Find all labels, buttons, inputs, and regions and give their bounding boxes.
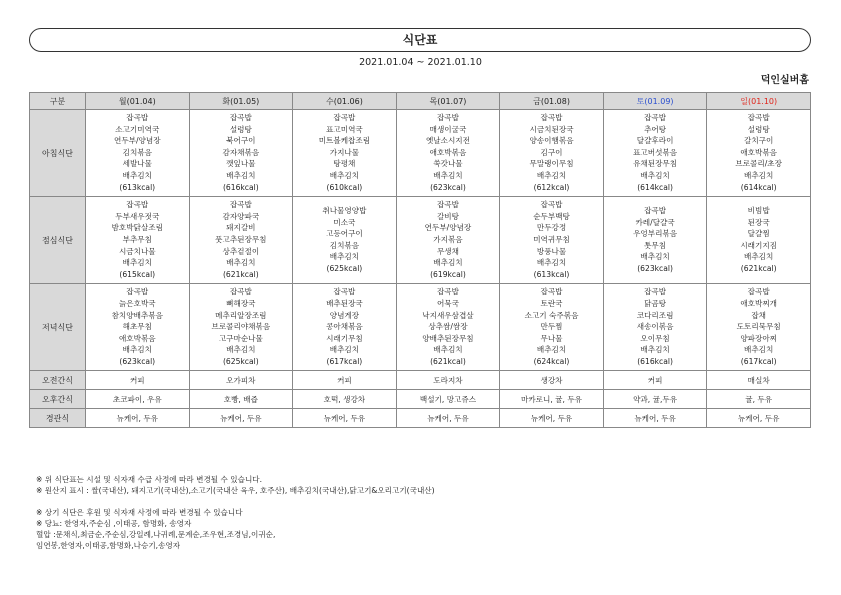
menu-item: 무나물	[540, 333, 563, 343]
menu-item: 추어탕	[644, 124, 667, 134]
menu-item: 잡곡밥	[126, 200, 149, 210]
menu-item: (614kcal)	[637, 182, 673, 192]
snack-cell: 뉴케어, 두유	[707, 409, 811, 428]
note-blood-pressure: 혈압 :문채식,최금순,주순심,강일례,나귀례,문계순,조우현,조경님,이귀순,	[36, 530, 276, 539]
day-header: 수(01.06)	[293, 93, 397, 110]
menu-item: 배추김치	[433, 170, 463, 180]
menu-item: 상추쌈/쌈장	[428, 322, 468, 332]
menu-item: (612kcal)	[533, 182, 570, 192]
note-menu-change: ※ 위 식단표는 시설 및 식자재 수급 사정에 따라 변경될 수 있습니다.	[36, 475, 263, 484]
meal-row	[30, 110, 811, 197]
menu-item: (623kcal)	[119, 356, 156, 366]
menu-item: 잡곡밥	[644, 113, 667, 122]
menu-item: (616kcal)	[637, 356, 673, 366]
menu-item: 오이무침	[640, 333, 670, 343]
menu-item: 브로콜리야채볶음	[211, 322, 271, 332]
menu-item: 만두찜	[540, 322, 563, 332]
meal-cell	[500, 197, 604, 284]
menu-item: 소고기 숙주볶음	[524, 310, 579, 320]
menu-item: 잡곡밥	[333, 113, 356, 122]
menu-item: 무말랭이무침	[529, 159, 574, 169]
menu-item: 잡곡밥	[644, 205, 667, 215]
menu-item: 설렁탕	[229, 124, 252, 134]
menu-item: 김치볶음	[329, 240, 360, 250]
menu-item: 된장국	[747, 217, 770, 227]
menu-item: 고등어구이	[326, 229, 363, 239]
menu-item: (610kcal)	[326, 182, 363, 192]
snack-cell: 백설기, 망고쥬스	[396, 390, 500, 409]
menu-item: 미역귀무침	[533, 234, 570, 244]
menu-item: 잡곡밥	[436, 287, 459, 297]
meal-cell	[293, 110, 397, 197]
menu-item: 감자양파국	[222, 211, 260, 221]
snack-cell: 약과, 귤,두유	[603, 390, 707, 409]
menu-item: (614kcal)	[740, 182, 777, 192]
snack-cell: 초코파이, 우유	[86, 390, 190, 409]
menu-item: 달걀찜	[747, 229, 770, 239]
note-blood-pressure-cont: 임연봉,한영자,이태공,함명화,나승기,송영자	[36, 541, 181, 550]
menu-item: 양송이햄볶음	[529, 136, 574, 146]
menu-item: 뼈해장국	[226, 298, 256, 308]
note-diabetes: ※ 당뇨: 한영자,주순심 ,이태공, 함명화, 송영자	[36, 519, 192, 528]
meal-cell	[189, 197, 293, 284]
menu-item: 낙지새우삼겹살	[422, 310, 474, 320]
meal-cell	[603, 110, 707, 197]
menu-item: 잡곡밥	[126, 113, 149, 122]
menu-item: 잡곡밥	[229, 287, 252, 297]
meal-row	[30, 284, 811, 371]
menu-item: 잡곡밥	[747, 287, 770, 297]
menu-item: 미소국	[333, 217, 356, 227]
menu-item: 양념게장	[329, 310, 360, 320]
menu-item: (613kcal)	[533, 269, 570, 279]
menu-item: 시래기지짐	[740, 240, 778, 250]
snack-cell: 커피	[603, 371, 707, 390]
snack-cell: 마카로니, 귤, 두유	[500, 390, 604, 409]
menu-item: 배추김치	[433, 345, 463, 355]
snack-cell: 뉴케어, 두유	[189, 409, 293, 428]
menu-item: 잡곡밥	[229, 200, 252, 210]
menu-item: 돼지갈비	[226, 223, 256, 233]
menu-item: (621kcal)	[740, 263, 777, 273]
menu-item: 애호박찌개	[740, 298, 778, 308]
menu-item: 옛날소시지전	[425, 136, 470, 146]
menu-item: 갈치구이	[744, 136, 774, 146]
date-period: 2021.01.04 ~ 2021.01.10	[359, 57, 482, 68]
menu-item: 잡곡밥	[540, 287, 563, 297]
menu-item: 설렁탕	[747, 124, 770, 134]
menu-item: 김치볶음	[122, 147, 152, 157]
menu-item: 시래기무침	[326, 333, 363, 343]
organization-name: 덕인실버홈	[760, 75, 809, 86]
menu-item: 배추김치	[433, 258, 463, 268]
meal-cell	[86, 197, 190, 284]
menu-item: 잡곡밥	[229, 113, 252, 122]
snack-row	[30, 409, 811, 428]
menu-item: (623kcal)	[637, 263, 673, 273]
menu-item: 배추김치	[329, 252, 360, 262]
menu-item: (625kcal)	[222, 356, 259, 366]
menu-item: 콩아채볶음	[326, 322, 363, 332]
menu-item: 밤호박닭살조림	[111, 223, 163, 233]
meal-cell	[396, 284, 500, 371]
menu-item: 닭곰탕	[644, 298, 667, 308]
menu-item: 잡곡밥	[644, 287, 667, 297]
menu-item: 배추김치	[744, 345, 774, 355]
menu-item: 배추김치	[226, 170, 256, 180]
menu-item: 무생채	[436, 246, 459, 256]
menu-item: 도토리묵무침	[736, 322, 781, 332]
menu-item: 브로콜리/초장	[735, 159, 782, 169]
snack-label: 경관식	[30, 409, 86, 428]
snack-cell: 뉴케어, 두유	[500, 409, 604, 428]
meal-cell	[293, 197, 397, 284]
note-sponsor: ※ 상기 식단은 후원 및 식자재 사정에 따라 변경될 수 있습니다	[36, 508, 243, 517]
menu-item: 톳무침	[644, 240, 667, 250]
menu-item: 갈비탕	[436, 211, 459, 221]
snack-cell: 오가피차	[189, 371, 293, 390]
snack-cell: 뉴케어, 두유	[603, 409, 707, 428]
meal-cell	[396, 110, 500, 197]
snack-row	[30, 390, 811, 409]
menu-item: 두부새우젓국	[115, 211, 160, 221]
meal-cell	[189, 284, 293, 371]
menu-item: 미트볼케찹조림	[318, 136, 371, 146]
snack-cell: 뉴케어, 두유	[396, 409, 500, 428]
menu-item: 북어구이	[226, 136, 256, 146]
menu-item: 애호박볶음	[118, 333, 156, 343]
menu-item: 배추된장국	[326, 298, 363, 308]
menu-item: (621kcal)	[222, 269, 259, 279]
note-origin: ※ 원산지 표시 : 쌀(국내산), 돼지고기(국내산),소고기(국내산 육우, 호주산), 배추김치(국내산),닭고기&오리고기(국내산)	[36, 486, 435, 495]
menu-item: 배추김치	[122, 170, 152, 180]
menu-item: 시금치된장국	[529, 124, 574, 134]
menu-item: 가지볶음	[433, 234, 463, 244]
menu-item: 순두부백탕	[533, 211, 570, 221]
menu-item: 부추무침	[122, 234, 152, 244]
snack-cell: 귤, 두유	[707, 390, 811, 409]
menu-item: 배추김치	[536, 170, 567, 180]
menu-item: 배추김치	[329, 170, 360, 180]
meal-label: 저녁식단	[30, 284, 86, 371]
day-header-saturday: 토(01.09)	[603, 93, 707, 110]
menu-item: 쑥갓나물	[433, 159, 463, 169]
meal-cell	[86, 110, 190, 197]
meal-label: 아침식단	[30, 110, 86, 197]
snack-cell: 커피	[86, 371, 190, 390]
menu-item: 배추김치	[122, 345, 152, 355]
meal-label: 점심식단	[30, 197, 86, 284]
menu-item: 세발나물	[122, 159, 152, 169]
menu-item: 유채된장무침	[633, 159, 678, 169]
menu-item: 배추김치	[329, 345, 360, 355]
menu-item: 표고버섯볶음	[633, 147, 678, 157]
menu-item: 잡채	[751, 310, 767, 320]
menu-item: 매생이굴국	[429, 124, 467, 134]
snack-cell: 호빵, 배즙	[189, 390, 293, 409]
menu-item: 고구마순나물	[218, 333, 263, 343]
meal-cell	[707, 110, 811, 197]
menu-item: 잡곡밥	[126, 287, 149, 297]
meal-cell	[396, 197, 500, 284]
menu-item: 잡곡밥	[436, 200, 459, 210]
meal-cell	[707, 197, 811, 284]
menu-item: 배추김치	[640, 252, 670, 262]
menu-item: 배추김치	[536, 345, 567, 355]
day-header: 월(01.04)	[86, 93, 190, 110]
menu-item: (616kcal)	[222, 182, 259, 192]
day-header: 금(01.08)	[500, 93, 604, 110]
menu-item: 잡곡밥	[333, 287, 356, 297]
snack-cell: 뉴케어, 두유	[293, 409, 397, 428]
menu-item: 만두강정	[536, 223, 567, 233]
menu-item: 애호박볶음	[740, 147, 778, 157]
meal-cell	[86, 284, 190, 371]
menu-item: 잡곡밥	[540, 113, 563, 122]
menu-item: 양파장아찌	[740, 333, 778, 343]
menu-item: 메추리알장조림	[215, 310, 267, 320]
menu-item: 방풍나물	[536, 246, 567, 256]
menu-item: 배추김치	[226, 258, 256, 268]
menu-item: 카레/달걀국	[635, 217, 675, 227]
menu-item: (617kcal)	[740, 356, 777, 366]
menu-item: 배추김치	[122, 258, 152, 268]
menu-item: 어묵국	[436, 298, 459, 308]
menu-item: 배추김치	[640, 170, 670, 180]
menu-item: (624kcal)	[533, 356, 570, 366]
corner-header: 구분	[30, 93, 86, 110]
menu-item: 표고미역국	[326, 124, 363, 134]
meal-cell	[189, 110, 293, 197]
menu-item: 해초무침	[122, 322, 152, 332]
day-header: 화(01.05)	[189, 93, 293, 110]
menu-item: 시금치나물	[118, 246, 156, 256]
meal-cell	[500, 284, 604, 371]
menu-item: 토란국	[540, 298, 563, 308]
menu-item: 새송이볶음	[636, 322, 674, 332]
snack-cell: 도라지차	[396, 371, 500, 390]
menu-item: 코다리조림	[636, 310, 674, 320]
menu-item: (619kcal)	[430, 269, 466, 279]
meal-cell	[293, 284, 397, 371]
menu-item: 양배추된장무침	[422, 333, 474, 343]
menu-item: 연두부/양념장	[113, 136, 161, 146]
snack-cell: 생강차	[500, 371, 604, 390]
day-header: 목(01.07)	[396, 93, 500, 110]
meal-row	[30, 197, 811, 284]
snack-label: 오후간식	[30, 390, 86, 409]
menu-item: (625kcal)	[326, 263, 363, 273]
menu-item: 배추김치	[640, 345, 670, 355]
menu-item: 배추김치	[226, 345, 256, 355]
menu-item: 소고기미역국	[115, 124, 160, 134]
menu-item: 애호박볶음	[429, 147, 467, 157]
menu-item: 참치양배추볶음	[111, 310, 163, 320]
menu-item: 가지나물	[329, 147, 360, 157]
menu-item: 배추김치	[744, 170, 774, 180]
snack-row	[30, 371, 811, 390]
menu-item: 잡곡밥	[540, 200, 563, 210]
menu-item: (613kcal)	[119, 182, 156, 192]
menu-item: 잡곡밥	[436, 113, 459, 122]
menu-item: 취나물영양밥	[322, 205, 367, 215]
menu-item: 잡곡밥	[747, 113, 770, 122]
menu-item: 풋고추된장무침	[215, 234, 267, 244]
menu-table	[29, 92, 811, 428]
menu-item: 우엉부리볶음	[633, 229, 678, 239]
menu-item: 감자채볶음	[222, 147, 260, 157]
snack-cell: 호떡, 생강차	[293, 390, 397, 409]
menu-item: 김구이	[540, 147, 563, 157]
day-header-sunday: 일(01.10)	[707, 93, 811, 110]
meal-cell	[603, 197, 707, 284]
page-title: 식단표	[402, 33, 438, 47]
menu-item: 배추김치	[536, 258, 567, 268]
menu-item: 늙은호박국	[118, 298, 156, 308]
menu-item: 달걀후라이	[636, 136, 674, 146]
menu-item: 깻잎나물	[226, 159, 256, 169]
menu-item: 탕평채	[333, 159, 356, 169]
menu-item: (621kcal)	[430, 356, 466, 366]
page-title-box	[29, 28, 811, 52]
snack-cell: 뉴케어, 두유	[86, 409, 190, 428]
meal-cell	[707, 284, 811, 371]
snack-cell: 매실차	[707, 371, 811, 390]
menu-item: 연두부/양념장	[424, 223, 472, 233]
meal-cell	[500, 110, 604, 197]
menu-item: (623kcal)	[430, 182, 466, 192]
table-header-row	[30, 93, 811, 110]
menu-item: (617kcal)	[326, 356, 363, 366]
snack-cell: 커피	[293, 371, 397, 390]
meal-cell	[603, 284, 707, 371]
menu-item: 비빔밥	[747, 205, 770, 215]
snack-label: 오전간식	[30, 371, 86, 390]
menu-item: 배추김치	[744, 252, 774, 262]
menu-item: (615kcal)	[119, 269, 156, 279]
menu-item: 상추겉절이	[222, 246, 260, 256]
